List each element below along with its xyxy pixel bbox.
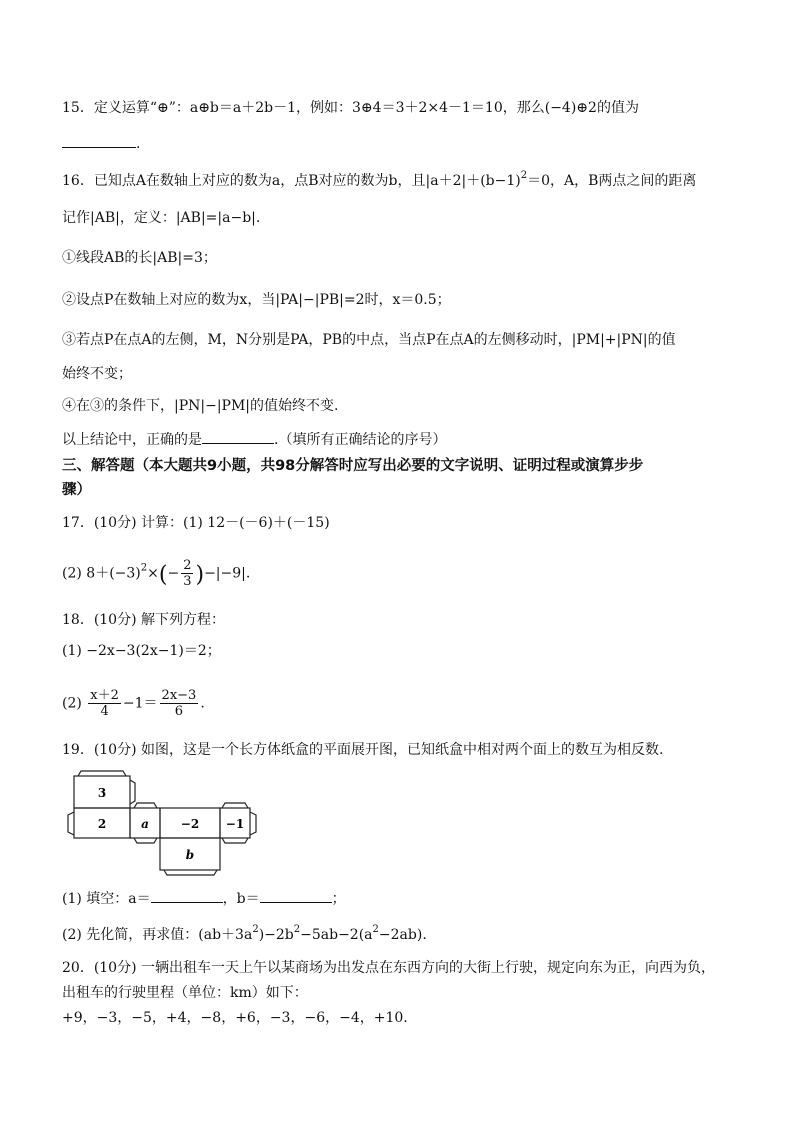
q19-sup-1: 2 — [252, 924, 259, 935]
q19-part1 — [62, 889, 346, 909]
q19-sup-2: 2 — [293, 924, 301, 935]
q19-expr-4: −2ab). — [378, 927, 427, 943]
q19-expr-3: −5ab−2(a — [300, 927, 373, 943]
q17-part2-c: −|−9|. — [204, 565, 251, 582]
q17-line1: 17．(10分) 计算：(1) 12－(－6)＋(－15) — [62, 515, 330, 531]
net-face-left: 2 — [97, 817, 107, 831]
q16-line2: 记作|AB|，定义：|AB|=|a−b|. — [62, 210, 261, 226]
q18-mid: −1＝ — [122, 695, 158, 712]
q18-part1: (1) −2x−3(2x−1)＝2； — [62, 643, 221, 659]
answer-blank-b[interactable] — [260, 902, 332, 903]
q17-part2-neg: − — [167, 565, 180, 582]
q19-line1: 19．(10分) 如图，这是一个长方体纸盒的平面展开图，已知纸盒中相对两个面上的数互为相反数. — [62, 742, 664, 758]
q16-line1 — [62, 166, 696, 191]
q16-text-a: 16．已知点A在数轴上对应的数为a，点B对应的数为b，且|a＋2|＋(b−1) — [62, 173, 521, 189]
q19-part1-c: ； — [331, 891, 346, 907]
q19-part2-a: (2) 先化简，再求值： — [62, 927, 199, 943]
q18-part2 — [62, 688, 205, 719]
q16-item4: ④在③的条件下，|PN|−|PM|的值始终不变. — [62, 398, 339, 414]
q16-item3-cont: 始终不变； — [62, 366, 132, 382]
q20-line2: 出租车的行驶里程（单位：km）如下： — [62, 985, 308, 1001]
net-face-bottom: b — [185, 848, 195, 862]
net-face-top: 3 — [97, 786, 107, 800]
q17-part2-times: × — [147, 565, 159, 582]
q17-fraction: $\frac{2}{3}$ — [183, 558, 192, 589]
q16-conclusion-a: 以上结论中，正确的是 — [62, 432, 202, 448]
q18-end: . — [200, 695, 205, 712]
q15-line2 — [62, 134, 140, 154]
q19-part1-a: (1) 填空：a＝ — [62, 891, 151, 907]
q19-sup-3: 2 — [372, 924, 379, 935]
net-face-right: −1 — [225, 817, 245, 831]
q17-part2-sup: 2 — [140, 562, 148, 574]
q16-item3: ③若点P在点A的左侧，M，N分别是PA，PB的中点，当点P在点A的左侧移动时，|PM|+|PN|的值 — [62, 332, 676, 348]
q20-line1: 20．(10分) 一辆出租车一天上午以某商场为出发点在东西方向的大街上行驶，规定向东为正，向西为负， — [62, 960, 716, 976]
section3-title: 三、解答题（本大题共9小题，共98分解答时应写出必要的文字说明、证明过程或演算步步 — [62, 458, 644, 474]
answer-blank[interactable] — [62, 147, 136, 148]
answer-blank[interactable] — [202, 443, 274, 444]
q15-line1: 15．定义运算“⊕”：a⊕b＝a＋2b－1，例如：3⊕4＝3＋2×4－1＝10，那么(−4)⊕2的值为 — [62, 100, 639, 116]
net-face-a: a — [141, 817, 149, 831]
answer-blank-a[interactable] — [151, 902, 223, 903]
q16-conclusion-b: .（填所有正确结论的序号） — [274, 432, 447, 448]
q16-text-b: ＝0，A，B两点之间的距离 — [527, 173, 697, 189]
box-net-diagram — [64, 770, 264, 876]
q19-part1-b: ，b＝ — [222, 891, 260, 907]
q19-expr-1: (ab＋3a — [198, 927, 253, 943]
q19-expr-2: )−2b — [258, 927, 294, 943]
q17-part2-a: (2) 8＋(−3) — [62, 565, 141, 582]
q20-line3: +9，−3，−5，+4，−8，+6，−3，−6，−4，+10. — [62, 1010, 408, 1026]
net-face-mid: −2 — [180, 817, 200, 831]
q18-part2-label: (2) — [62, 695, 82, 712]
section3-title-cont: 骤） — [62, 482, 91, 498]
q17-part2: (2) $8+(-3)^2\times(-$ $\frac{2}{3}$ )−|−9|. — [62, 558, 251, 589]
q16-item1: ①线段AB的长|AB|=3； — [62, 250, 217, 266]
q18-fraction-1: $\frac{x+2}{4}$ — [90, 688, 119, 719]
q18-line1: 18．(10分) 解下列方程： — [62, 612, 226, 628]
q16-sup: 2 — [520, 170, 528, 181]
q18-fraction-2: $\frac{2x-3}{6}$ — [161, 688, 197, 719]
q16-conclusion — [62, 430, 446, 450]
q19-part2 — [62, 920, 427, 945]
q15-end: . — [136, 136, 141, 152]
q16-item2: ②设点P在数轴上对应的数为x，当|PA|−|PB|=2时，x＝0.5； — [62, 292, 451, 308]
